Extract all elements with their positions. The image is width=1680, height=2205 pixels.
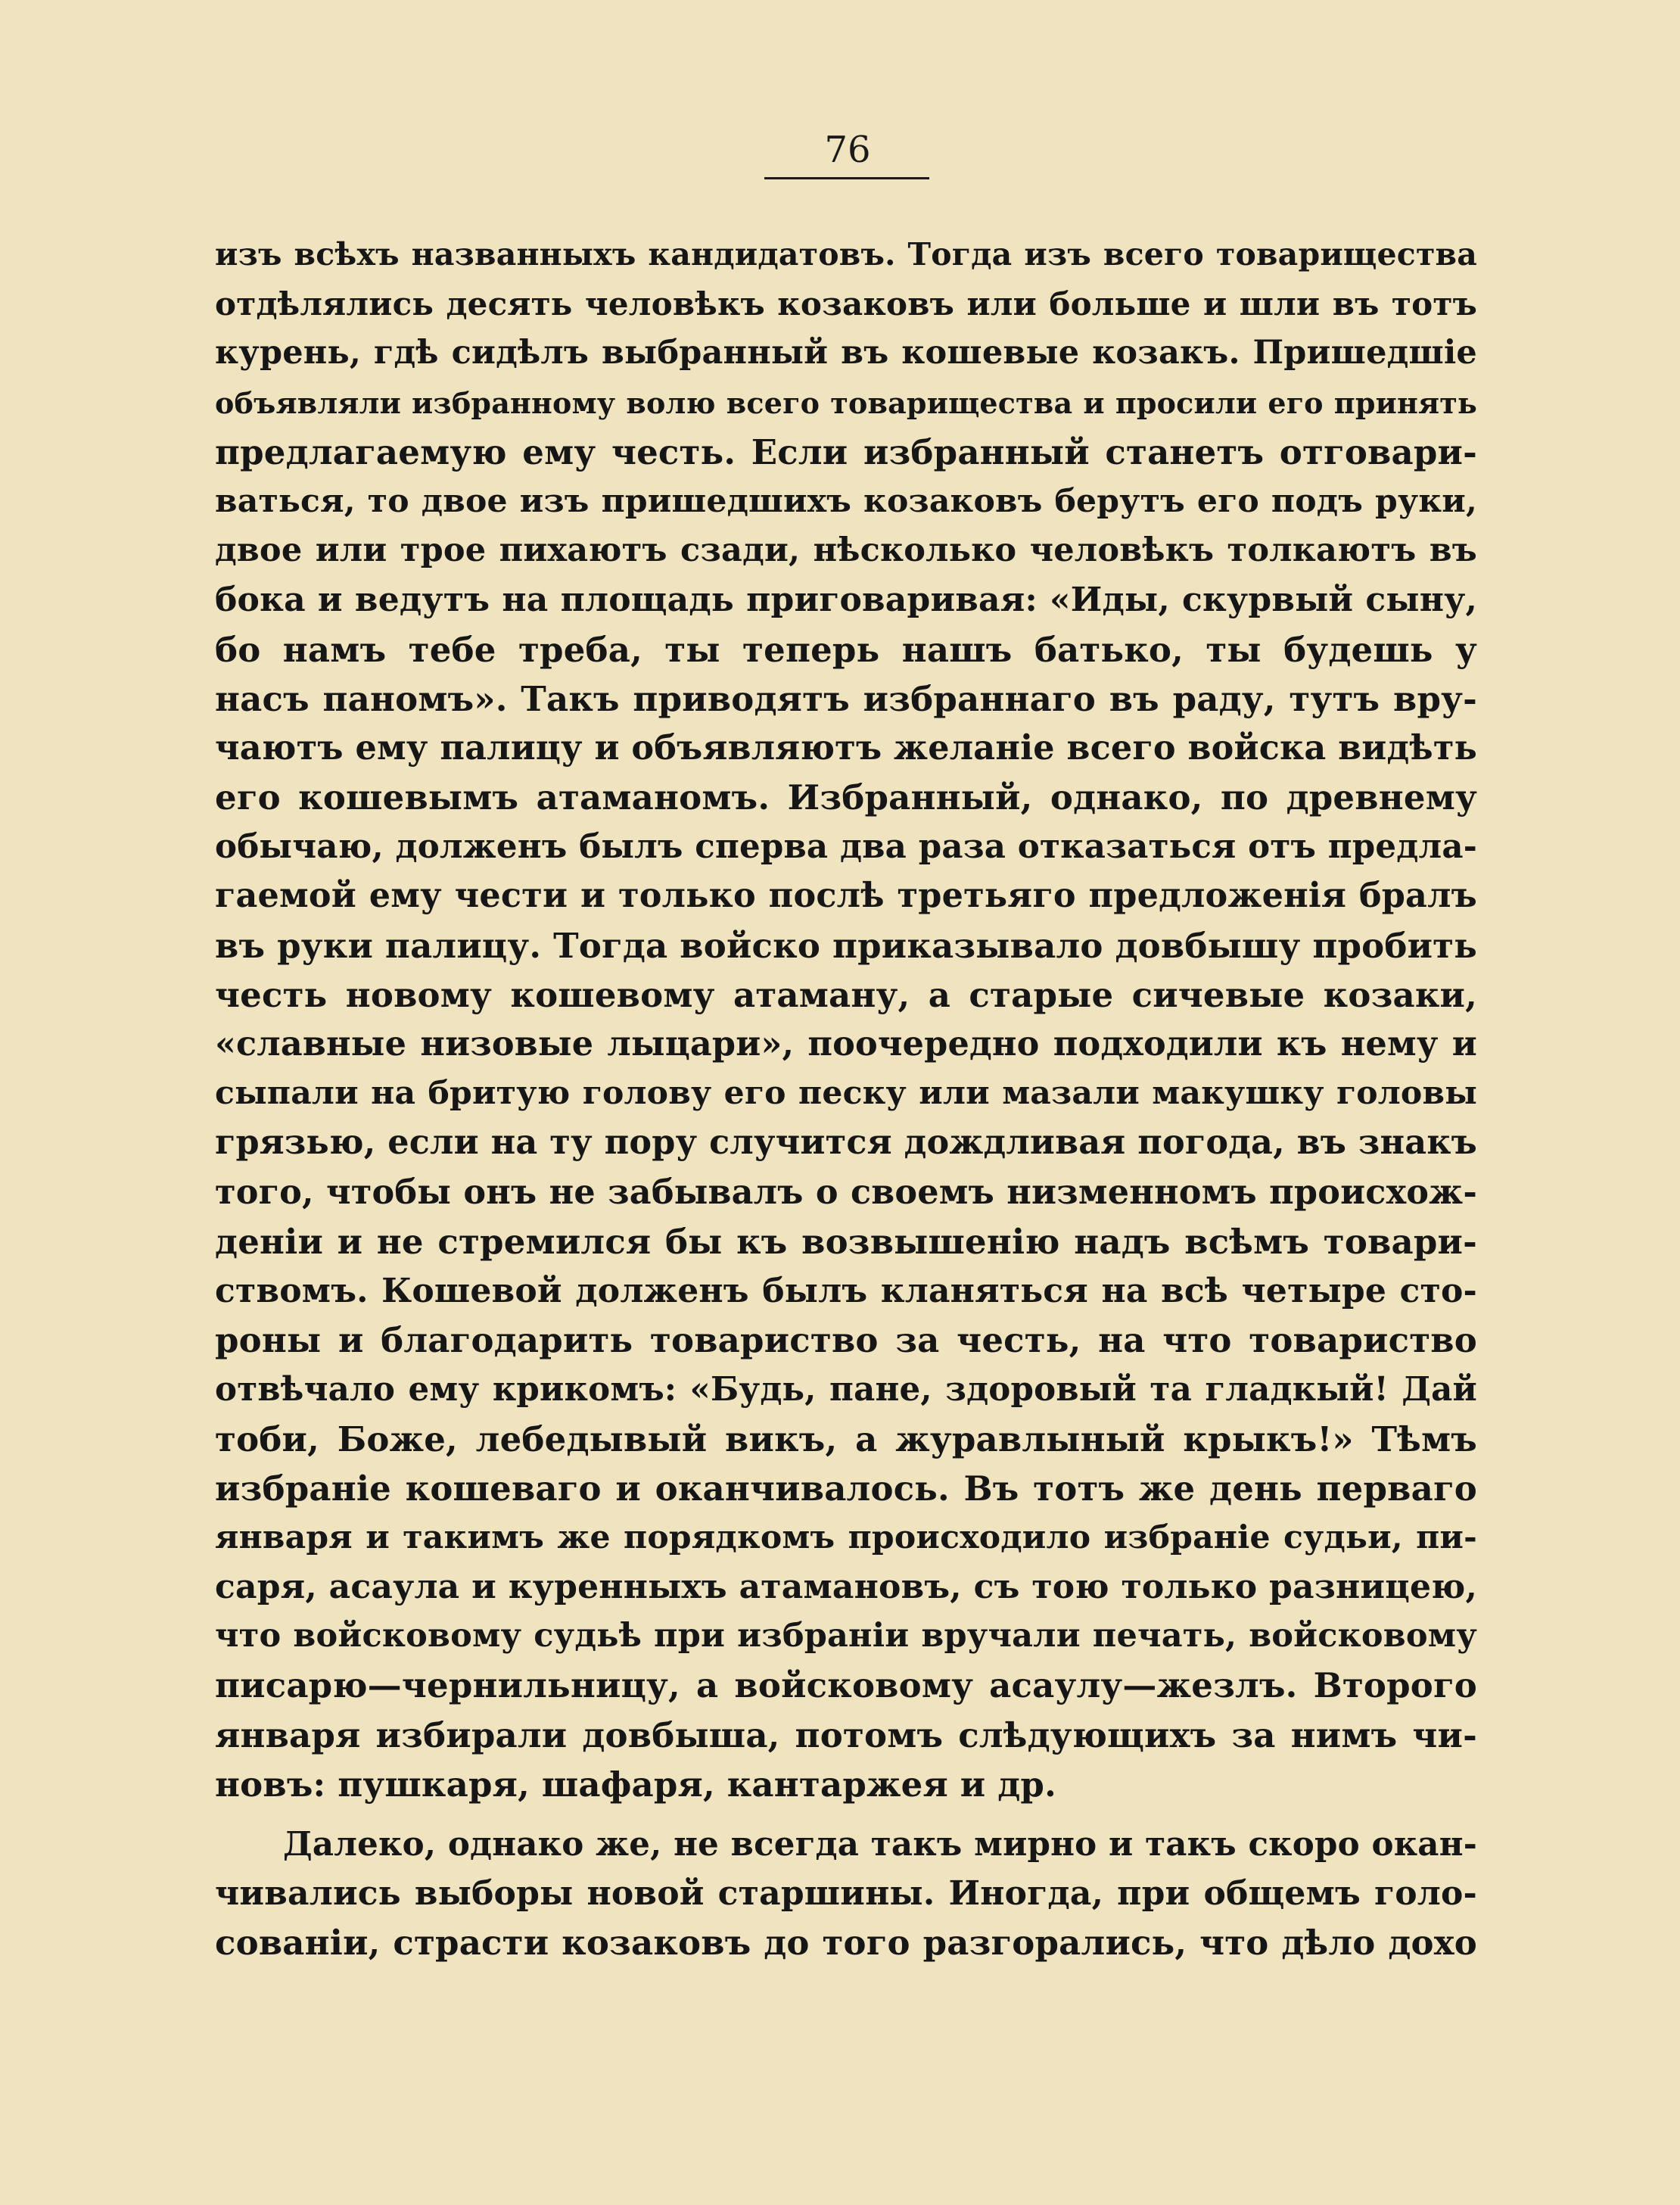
text-line: объявляли избранному волю всего товарищества и просили его принять <box>215 385 1477 420</box>
text-line: января избирали довбыша, потомъ слѣдующихъ за нимъ чи- <box>215 1714 1477 1755</box>
header-rule <box>764 177 929 179</box>
text-line: двое или трое пихаютъ сзади, нѣсколько человѣкъ толкаютъ въ <box>215 531 1477 570</box>
text-line: избраніе кошеваго и оканчивалось. Въ тотъ же день перваго <box>215 1468 1477 1509</box>
text-line: января и такимъ же порядкомъ происходило избраніе судьи, пи- <box>215 1518 1477 1556</box>
text-line: въ руки палицу. Тогда войско приказывало довбышу пробить <box>215 925 1477 966</box>
text-line: писарю—чернильницу, а войсковому асаулу—жезлъ. Второго <box>215 1665 1477 1706</box>
text-line: чаютъ ему палицу и объявляютъ желаніе всего войска видѣть <box>215 727 1477 768</box>
text-line: «славные низовые лыцари», поочередно подходили къ нему и <box>215 1024 1477 1064</box>
paragraph-2 <box>215 1820 1477 1968</box>
text-line: сыпали на бритую голову его песку или мазали макушку головы <box>215 1074 1477 1113</box>
text-line: роны и благодарить товариство за честь, на что товариство <box>215 1320 1477 1361</box>
text-line: насъ паномъ». Такъ приводятъ избраннаго въ раду, тутъ вру- <box>215 678 1477 719</box>
text-line: чивались выборы новой старшины. Иногда, при общемъ голо- <box>215 1874 1477 1914</box>
text-line: сованіи, страсти козаковъ до того разгорались, что дѣло дохо <box>215 1923 1477 1964</box>
body-text <box>215 230 1477 1968</box>
text-line: изъ всѣхъ названныхъ кандидатовъ. Тогда изъ всего товарищества <box>215 236 1477 273</box>
text-line: бо намъ тебе треба, ты теперь нашъ батько, ты будешь у <box>215 629 1477 670</box>
text-line: предлагаемую ему честь. Если избранный станетъ отговари- <box>215 431 1477 472</box>
text-line: его кошевымъ атаманомъ. Избранный, однако, по древнему <box>215 777 1477 818</box>
text-line: грязью, если на ту пору случится дождливая погода, въ знакъ <box>215 1123 1477 1163</box>
text-line: ствомъ. Кошевой долженъ былъ кланяться на всѣ четыре сто- <box>215 1271 1477 1310</box>
text-line: отдѣлялись десять человѣкъ козаковъ или больше и шли въ тотъ <box>215 285 1477 323</box>
text-line: отвѣчало ему крикомъ: «Будь, пане, здоровый та гладкый! Дай <box>215 1370 1477 1409</box>
text-line: что войсковому судьѣ при избраніи вручали печать, войсковому <box>215 1617 1477 1655</box>
paragraph-gap <box>215 1809 1477 1820</box>
text-line: курень, гдѣ сидѣлъ выбранный въ кошевые козакъ. Пришедшіе <box>215 334 1477 372</box>
paragraph-1 <box>215 230 1477 1809</box>
text-line: ваться, то двое изъ пришедшихъ козаковъ берутъ его подъ руки, <box>215 481 1477 520</box>
text-line: бока и ведутъ на площадь приговаривая: «Иды, скурвый сыну, <box>215 581 1477 620</box>
text-line: гаемой ему чести и только послѣ третьяго предложенія бралъ <box>215 876 1477 916</box>
text-line: обычаю, долженъ былъ сперва два раза отказаться отъ предла- <box>215 827 1477 867</box>
text-line: того, чтобы онъ не забывалъ о своемъ низменномъ происхож- <box>215 1172 1477 1212</box>
text-line: тоби, Боже, лебедывый викъ, а журавлыный крыкъ!» Тѣмъ <box>215 1419 1477 1459</box>
text-line: саря, асаула и куренныхъ атамановъ, съ тою только разницею, <box>215 1568 1477 1607</box>
page-number: 76 <box>824 129 871 171</box>
text-line: честь новому кошевому атаману, а старые сичевые козаки, <box>215 974 1477 1015</box>
text-line: Далеко, однако же, не всегда такъ мирно и такъ скоро окан- <box>283 1825 1477 1864</box>
text-line: деніи и не стремился бы къ возвышенію надъ всѣмъ товари- <box>215 1221 1477 1262</box>
text-line: новъ: пушкаря, шафаря, кантаржея и др. <box>215 1764 1056 1805</box>
